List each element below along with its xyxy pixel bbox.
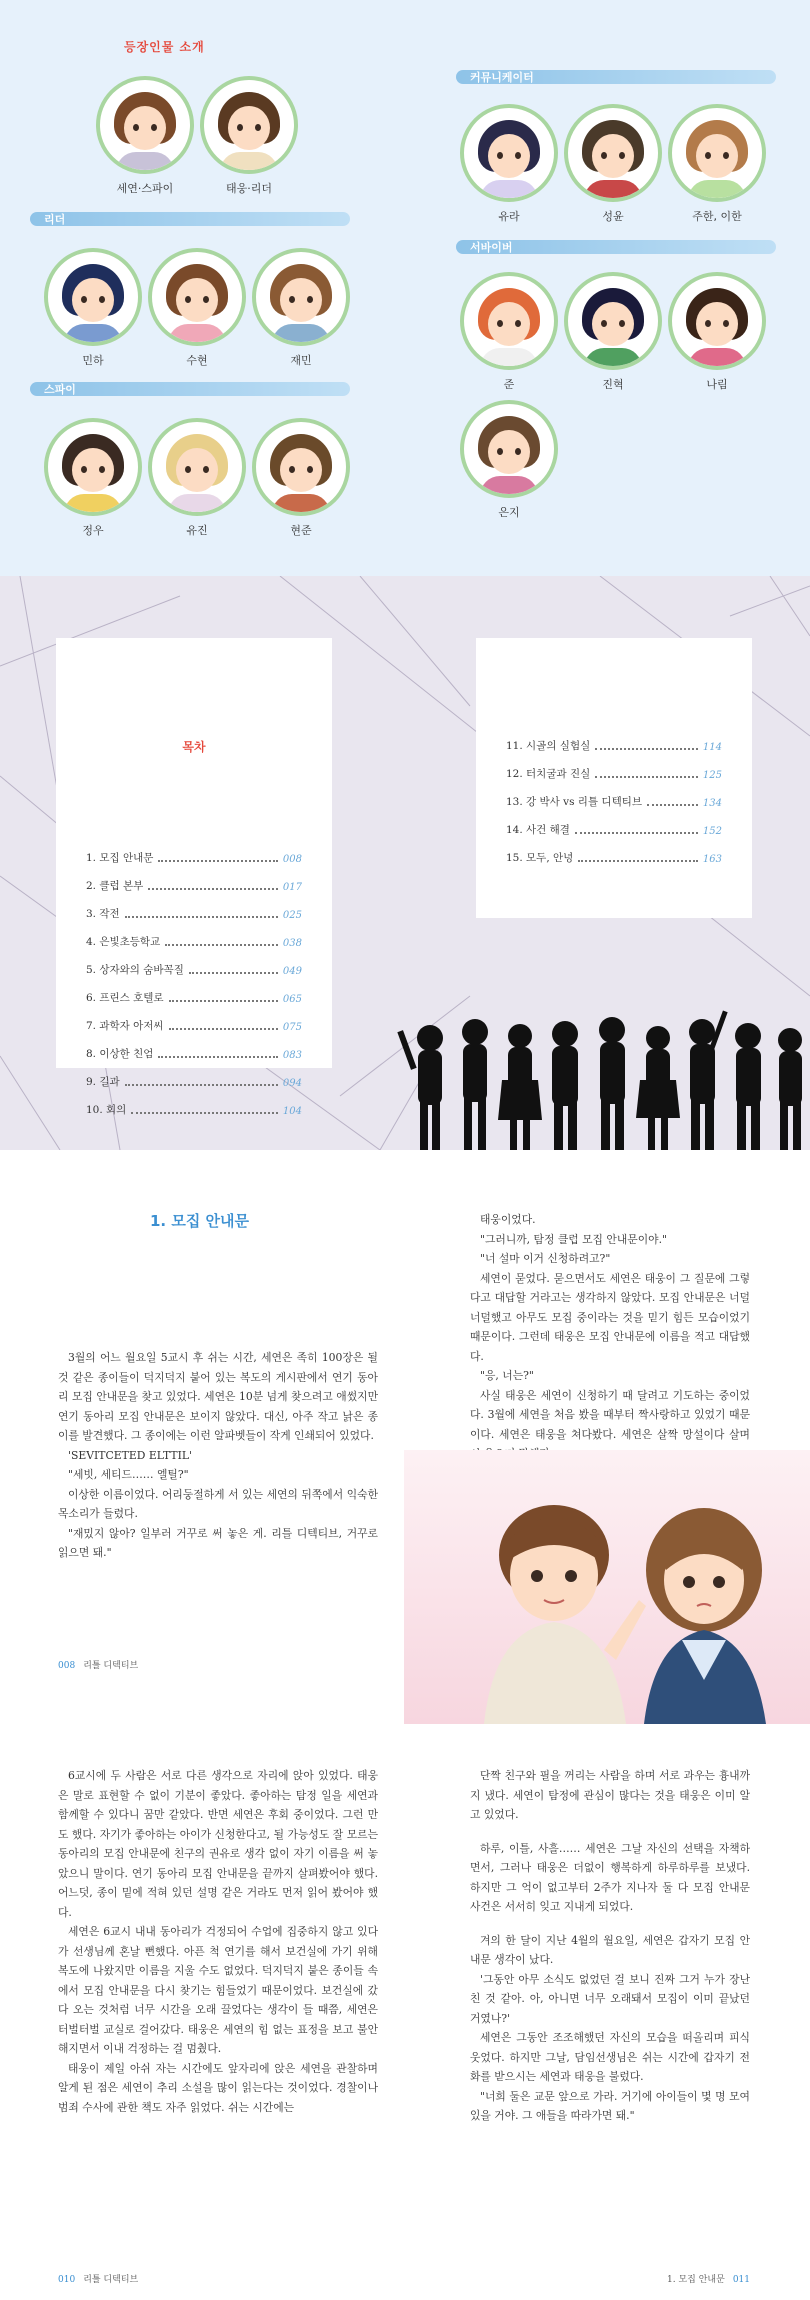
toc-leader-dots: [169, 1000, 278, 1002]
paragraph: "너희 둘은 교문 앞으로 가라. 거기에 아이들이 몇 명 모여 있을 거야. 그 애들을 따라가면 돼.": [470, 2089, 750, 2122]
paragraph: 단짝 친구와 필을 꺼리는 사람을 하며 서로 과우는 흉내까지 냈다. 세연이 탐정에 관심이 많다는 것을 태웅은 이미 알고 있었다.: [470, 1769, 750, 1821]
toc-leader-dots: [125, 916, 278, 918]
folio-page-number: 011: [732, 2275, 750, 2285]
toc-entry[interactable]: [86, 1046, 302, 1061]
character-card: [200, 76, 298, 196]
character-card: [44, 418, 142, 538]
characters-intro-title: 등장인물 소개: [124, 40, 205, 54]
chapter-text-left: [58, 1348, 378, 1563]
character-portrait: [148, 418, 246, 516]
paragraph: 6교시에 두 사람은 서로 다른 생각으로 자리에 앉아 있었다. 태웅은 말로 표현할 수 없이 기분이 좋았다. 좋아하는 탐정 일을 세연과 함께할 수 있다니 꿈만 같았다. 반면 세연은 후회 중이었다. 그런 만도 했다. 자기가 좋아하는 아이가 신청한다고, 될 가능성도 잘 모르는 동아리의 모집 안내문에 친구의 권유로 생각 없이 자기 이름을 써 놓았으니 말이다. 연기 동아리 모집 안내문을 끝까지 살펴봤어야 했다. 어느덧, 종이 밑에 적혀 있던 설명 같은 거라도 먼저 읽어 봤어야 했다.: [58, 1769, 378, 1919]
character-name: 은지: [498, 506, 520, 519]
character-name: 나림: [706, 378, 728, 391]
chapter-text-right-2: [470, 1766, 750, 2126]
paragraph: 이상한 이름이었다. 어리둥절하게 서 있는 세연의 뒤쪽에서 익숙한 목소리가 들렸다.: [58, 1487, 378, 1520]
character-portrait: [200, 76, 298, 174]
characters-section: [0, 0, 810, 576]
toc-entry-page: 008: [282, 854, 302, 865]
communicator-band-label: 커뮤니케이터: [470, 71, 534, 84]
character-portrait: [252, 248, 350, 346]
character-card: [252, 418, 350, 538]
character-card: [96, 76, 194, 196]
folio-chapter-title: 1. 모집 안내문: [667, 2275, 725, 2285]
toc-entry-page: 104: [282, 1106, 302, 1117]
character-portrait: [44, 418, 142, 516]
toc-entry[interactable]: [86, 990, 302, 1005]
chapter-title: 1. 모집 안내문: [150, 1212, 250, 1230]
paragraph: 세연은 그동안 조조해했던 자신의 모습을 떠올리며 피식 웃었다. 하지만 그날, 담임선생님은 쉬는 시간에 갑자기 전화를 받으시는 세연과 태웅을 불렀다.: [470, 2031, 750, 2083]
toc-entry[interactable]: [86, 1018, 302, 1033]
character-name: 유라: [498, 210, 520, 223]
toc-entry-page: 163: [702, 854, 722, 865]
toc-leader-dots: [125, 1084, 278, 1086]
toc-entry-page: 075: [282, 1022, 302, 1033]
toc-leader-dots: [148, 888, 278, 890]
survivor-band: [456, 240, 776, 254]
toc-entry-label: 3. 작전: [86, 908, 120, 920]
character-portrait: [460, 104, 558, 202]
character-portrait: [460, 272, 558, 370]
character-card: [564, 104, 662, 224]
paragraph: 태웅이 제일 아쉬 자는 시간에도 앞자리에 앉은 세연을 관찰하며 알게 된 점은 세연이 추리 소설을 많이 읽는다는 것이었다. 경찰이나 범죄 수사에 관한 책도 자주 읽었다. 쉬는 시간에는: [58, 2061, 378, 2114]
toc-entry[interactable]: [86, 1074, 302, 1089]
character-name: 수현: [186, 354, 208, 367]
toc-entry-page: 134: [702, 798, 722, 809]
toc-entry[interactable]: [86, 850, 302, 865]
character-card: [460, 104, 558, 224]
paragraph: 'SEVITCETED ELTTIL': [68, 1448, 193, 1462]
survivor-band-label: 서바이버: [470, 241, 513, 254]
toc-leader-dots: [189, 972, 278, 974]
toc-entry-label: 4. 은빛초등학교: [86, 936, 161, 948]
toc-entry-label: 9. 길과: [86, 1076, 120, 1088]
folio-page-number: 008: [58, 1661, 76, 1671]
character-card: [668, 104, 766, 224]
toc-entry[interactable]: [86, 962, 302, 977]
toc-leader-dots: [595, 748, 698, 750]
toc-entry[interactable]: [506, 766, 722, 781]
paragraph: 세연이 묻었다. 묻으면서도 세연은 태웅이 그 질문에 그렇다고 대답할 거라고는 생각하지 않았다. 모집 안내문은 너덜너덜했고 아무도 모집 중이라는 것을 믿기 힘든 모습이었기 때문이다. 그런데 태웅은 모집 안내문에 이름을 적고 대답했다.: [470, 1271, 750, 1363]
toc-leader-dots: [158, 1056, 277, 1058]
paragraph: 하루, 이틀, 사흘…… 세연은 그날 자신의 선택을 자책하면서, 그러나 태웅은 더없이 행복하게 하루하루를 보냈다. 하지만 그 억이 없고부터 2주가 지나자 둘 다 모집 안내문 사건은 서서히 잊고 지내게 되었다.: [470, 1841, 750, 1913]
character-portrait: [252, 418, 350, 516]
character-card: [668, 272, 766, 392]
character-portrait: [96, 76, 194, 174]
paragraph: "재밌지 않아? 일부러 거꾸로 써 놓은 게. 리틀 디텍티브, 거꾸로 읽으면 돼.": [58, 1526, 378, 1559]
paragraph: "세빗, 세티드…… 엘틸?": [68, 1468, 189, 1481]
toc-leader-dots: [647, 804, 698, 806]
toc-entry[interactable]: [506, 822, 722, 837]
toc-entry-label: 14. 사건 해결: [506, 824, 570, 836]
character-portrait: [148, 248, 246, 346]
leader-band-label: 리더: [44, 213, 66, 226]
toc-entry-page: 152: [702, 826, 722, 837]
toc-leader-dots: [131, 1112, 278, 1114]
toc-entry-page: 017: [282, 882, 302, 893]
character-card: [460, 400, 558, 520]
character-portrait: [564, 104, 662, 202]
toc-entry-label: 10. 회의: [86, 1104, 127, 1116]
character-card: [564, 272, 662, 392]
toc-entry-page: 094: [282, 1078, 302, 1089]
toc-entry-page: 125: [702, 770, 722, 781]
paragraph: 사실 태웅은 세연이 신청하기 때 달려고 기도하는 중이었다. 3월에 세연을 처음 봤을 때부터 짝사랑하고 있었기 때문이다. 세연은 태웅을 쳐다봤다. 세연은 살짝 망설이다 살며: [470, 1388, 750, 1441]
toc-title: 목차: [182, 740, 206, 754]
character-card: [148, 418, 246, 538]
character-name: 세연·스파이: [116, 182, 174, 195]
toc-entry-label: 2. 클럽 본부: [86, 880, 144, 892]
toc-entry-label: 8. 이상한 친엄: [86, 1048, 154, 1060]
character-portrait: [44, 248, 142, 346]
toc-leader-dots: [578, 860, 698, 862]
illustration-boy-and-girl: [404, 1450, 810, 1724]
character-name: 정우: [82, 524, 104, 537]
folio-book-title: 리틀 디텍티브: [83, 1661, 139, 1671]
toc-card-left: [56, 638, 332, 1117]
paragraph: '그동안 아무 소식도 없었던 걸 보니 진짜 그거 누가 장난친 것 같아. 아, 아니면 너무 오래돼서 모집이 이미 끝났던 거였나?': [470, 1972, 750, 2025]
toc-entry-label: 5. 상자와의 숨바꼭질: [86, 964, 184, 976]
paragraph: 세연은 6교시 내내 동아리가 걱정되어 수업에 집중하지 않고 있다가 선생님께 혼날 뻔했다. 아픈 척 연기를 해서 보건실에 가기 위해 복도에 나왔지만 이름을 지울 수도 없었다. 덕지덕지 붙은 종이들 속에서 모집 안내문을 다시 찾기는 힘들었기 때문이었다. 보건실에 갔다 오는 것처럼 너무 시간을 오래 끌었다는 생각이 들 때쯤, 세연은 터벌터벌 교실로 걸어갔다. 태웅은 세연의 힘 없는 표정을 보고 불안해지면서 이내 걱정하는 걸 멈췄다.: [58, 1925, 378, 2055]
paragraph: 겨의 한 달이 지난 4월의 월요일, 세연은 갑자기 모집 안내문 생각이 났다.: [470, 1933, 750, 1966]
character-name: 성윤: [602, 210, 624, 223]
character-name: 현준: [290, 524, 312, 537]
character-card: [148, 248, 246, 368]
leader-band: [30, 212, 350, 226]
character-name: 태웅·리더: [225, 182, 272, 195]
toc-entry-label: 12. 터치굴과 진실: [506, 768, 591, 780]
toc-entry[interactable]: [86, 906, 302, 921]
paragraph: 3월의 어느 월요일 5교시 후 쉬는 시간, 세연은 족히 100장은 될 것 같은 종이들이 덕지덕지 붙어 있는 복도의 게시판에서 연기 동아리 모집 안내문을 찾고 있었다. 세연은 10분 넘게 찾으려고 애썼지만 연기 동아리 모집 안내문은 보이지 않았다. 대신, 아주 작고 낡은 종이를 발견했다. 그 종이에는 이런 알파벳들이 작게 인쇄되어 있었다.: [58, 1351, 378, 1442]
character-card: [44, 248, 142, 368]
character-name: 준: [503, 378, 515, 391]
toc-entry-page: 049: [282, 966, 302, 977]
toc-entry-label: 6. 프린스 호텔로: [86, 992, 164, 1004]
character-name: 유진: [186, 524, 208, 537]
character-card: [252, 248, 350, 368]
toc-entry-page: 065: [282, 994, 302, 1005]
toc-card-right: [476, 638, 752, 918]
toc-leader-dots: [169, 1028, 278, 1030]
toc-entry[interactable]: [506, 738, 722, 753]
toc-entry[interactable]: [506, 794, 722, 809]
chapter-text-left-2: [58, 1766, 378, 2117]
toc-entry[interactable]: [86, 1102, 302, 1117]
character-name: 재민: [290, 354, 312, 367]
chapter-text-right: [470, 1210, 750, 1483]
toc-entry-label: 13. 강 박사 vs 리틀 디텍티브: [506, 796, 642, 808]
folio-page-number: 010: [58, 2275, 76, 2285]
spy-band-label: 스파이: [44, 383, 76, 396]
character-name: 민하: [82, 354, 104, 367]
paragraph: 태웅이었다.: [480, 1213, 536, 1226]
chapter-spread-1: [0, 1150, 810, 1724]
folio-right-2: [667, 2272, 750, 2285]
paragraph: "응, 너는?": [480, 1369, 534, 1382]
toc-entry[interactable]: [506, 850, 722, 865]
character-card: [460, 272, 558, 392]
toc-entry-label: 15. 모두, 안녕: [506, 852, 574, 864]
toc-entry[interactable]: [86, 934, 302, 949]
kids-silhouette-illustration: [390, 1010, 810, 1150]
chapter-spread-2: [0, 1724, 810, 2300]
folio-left: [58, 1658, 138, 1671]
character-portrait: [668, 272, 766, 370]
spy-band: [30, 382, 350, 396]
paragraph: "너 설마 이거 신청하려고?": [480, 1252, 611, 1265]
toc-entry-page: 114: [702, 742, 722, 753]
folio-book-title: 리틀 디텍티브: [83, 2275, 139, 2285]
toc-entry-page: 038: [282, 938, 302, 949]
character-portrait: [668, 104, 766, 202]
character-name: 진혁: [602, 378, 624, 391]
paragraph: "그러니까, 탐정 클럽 모집 안내문이야.": [480, 1232, 667, 1246]
toc-entry-label: 7. 과학자 아저씨: [86, 1020, 164, 1032]
toc-leader-dots: [158, 860, 277, 862]
communicator-band: [456, 70, 776, 84]
toc-entry-page: 083: [282, 1050, 302, 1061]
folio-left-2: [58, 2272, 138, 2285]
toc-leader-dots: [575, 832, 698, 834]
toc-entry-page: 025: [282, 910, 302, 921]
toc-entry-label: 1. 모집 안내문: [86, 852, 154, 864]
toc-entry[interactable]: [86, 878, 302, 893]
toc-leader-dots: [165, 944, 278, 946]
character-portrait: [564, 272, 662, 370]
toc-section: [0, 576, 810, 1150]
character-portrait: [460, 400, 558, 498]
toc-entry-label: 11. 시골의 실험실: [506, 740, 591, 752]
toc-leader-dots: [595, 776, 698, 778]
character-name: 주한, 이한: [692, 210, 742, 223]
